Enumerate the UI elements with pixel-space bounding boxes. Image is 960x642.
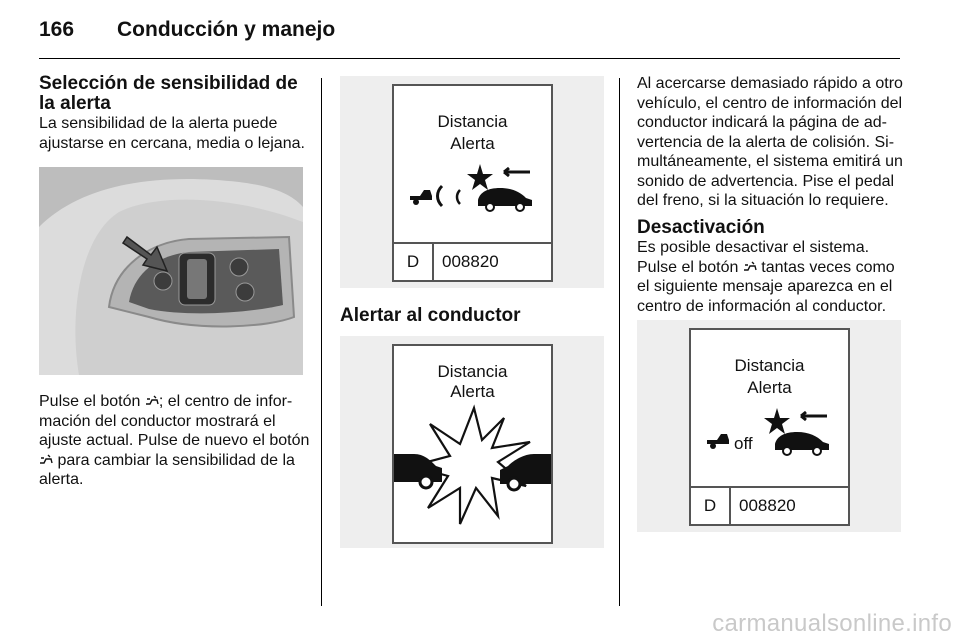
- section-heading-deactivation: Desactivación: [637, 217, 765, 238]
- display-line-1: Distancia: [437, 112, 508, 131]
- display-footer-code: 008820: [442, 252, 499, 271]
- steering-wheel-figure: [39, 167, 303, 375]
- display-line-2: Alerta: [450, 382, 495, 401]
- display-footer-letter: D: [394, 244, 434, 280]
- collision-sensitivity-icon: [408, 162, 536, 212]
- display-status-off: off: [734, 434, 753, 453]
- column-1: [39, 74, 311, 153]
- section-heading-sensitivity: Selección de sensibilidad de la alerta: [39, 73, 298, 114]
- column-3: [637, 74, 907, 211]
- column-divider-2: [619, 78, 620, 606]
- column-2-heading: [340, 306, 604, 326]
- display-footer: [394, 242, 551, 280]
- header-rule: [39, 58, 900, 59]
- collision-alert-button-icon: [743, 261, 757, 273]
- watermark: carmanualsonline.info: [712, 610, 952, 637]
- dic-display-sensitivity: [392, 84, 553, 282]
- column-divider-1: [321, 78, 322, 606]
- deactivation-instructions: Es posible desactivar el sistema. Pulse el botón tantas veces como el siguiente mensaje aparezca en el centro de información al conductor.: [637, 239, 895, 315]
- sensitivity-instructions: Pulse el botón ; el centro de infor-mación del conductor mostrará el ajuste actual. Pulse de nuevo el botón para cambiar la sensibilidad de la alerta.: [39, 393, 310, 488]
- figure-alert-off: [637, 320, 901, 532]
- collision-alert-button-icon: [145, 395, 159, 407]
- dic-display-alert-off: [689, 328, 850, 526]
- page-header: [39, 10, 929, 56]
- figure-driver-alert: [340, 336, 604, 548]
- collision-alert-off-icon: [705, 406, 833, 456]
- collision-warning-icon: [394, 404, 551, 536]
- dic-display-driver-alert: [392, 344, 553, 544]
- display-line-2: Alerta: [450, 134, 495, 153]
- chapter-title: Conducción y manejo: [117, 18, 336, 41]
- column-1-body: [39, 392, 311, 490]
- display-line-1: Distancia: [437, 362, 508, 381]
- collision-alert-description: Al acercarse demasiado rápido a otro vehículo, el centro de información del conductor indicará la página de ad-vertencia de la alerta de colisión. Si-multáneamente, el sistema emitirá un sonido de advertencia. Pise el pedal del freno, si la situación lo requiere.: [637, 75, 903, 209]
- figure-distance-alert-sensitivity: [340, 76, 604, 288]
- steering-wheel-illustration: [39, 167, 303, 375]
- display-footer: [691, 486, 848, 524]
- page-number: 166: [39, 18, 75, 41]
- display-line-2: Alerta: [747, 378, 792, 397]
- display-line-1: Distancia: [734, 356, 805, 375]
- sensitivity-intro: La sensibilidad de la alerta puede ajustarse en cercana, media o lejana.: [39, 115, 305, 152]
- display-footer-letter: D: [691, 488, 731, 524]
- display-footer-code: 008820: [739, 496, 796, 515]
- section-heading-driver-alert: Alertar al conductor: [340, 305, 521, 326]
- collision-alert-button-icon: [39, 454, 53, 466]
- column-3-deactivation: [637, 218, 907, 316]
